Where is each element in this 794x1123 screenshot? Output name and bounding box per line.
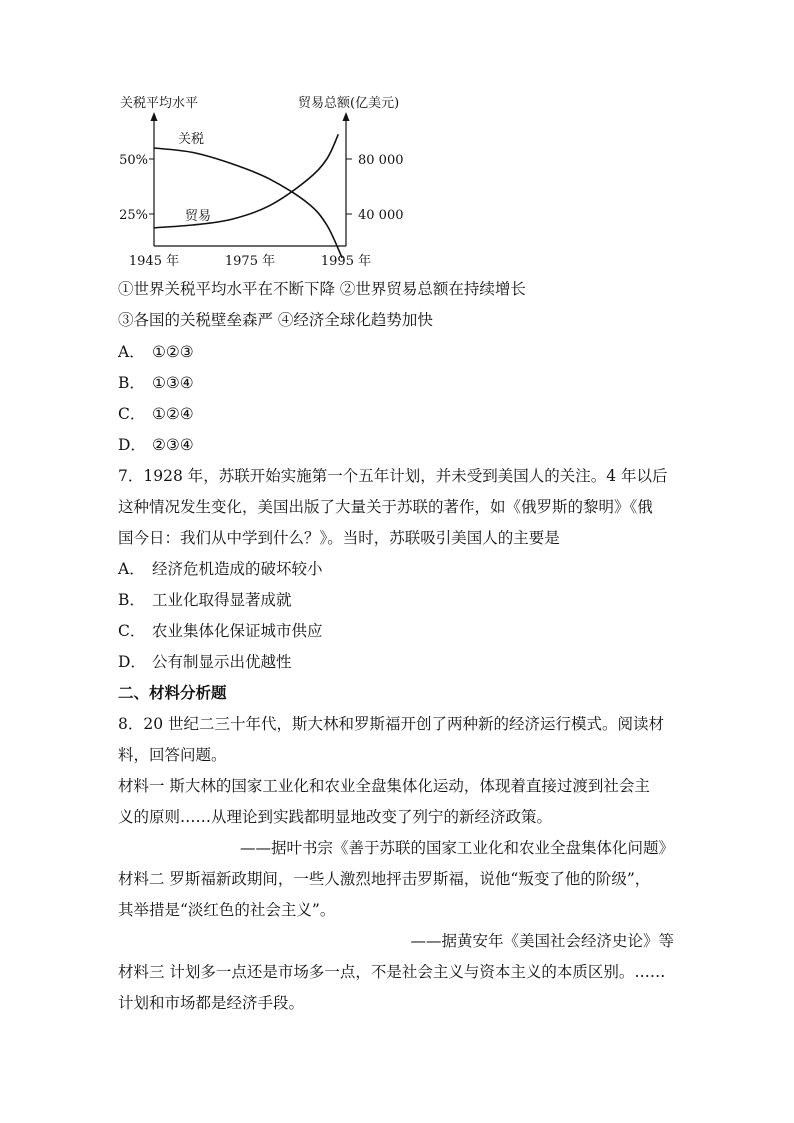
material-3-line-2: 计划和市场都是经济手段。 [118, 994, 305, 1012]
trade-series-line [154, 134, 338, 228]
option-text: 工业化取得显著成就 [152, 591, 292, 609]
left-tick-label-50: 50% [119, 153, 148, 168]
material-2-source: ——据黄安年《美国社会经济史论》等 [410, 932, 674, 950]
q6-option-d [118, 435, 194, 455]
option-text: ①②③ [152, 343, 194, 361]
option-text: 农业集体化保证城市供应 [152, 622, 323, 640]
q6-statements-line-1: ①世界关税平均水平在不断下降 ②世界贸易总额在持续增长 [118, 280, 526, 298]
x-tick-label-1995: 1995 年 [320, 254, 372, 269]
option-letter: D． [118, 436, 146, 454]
option-text: 经济危机造成的破坏较小 [152, 560, 323, 578]
q7-option-a [118, 559, 323, 579]
left-axis-arrow [151, 112, 158, 121]
tariff-trade-chart [112, 88, 412, 273]
q6-option-b [118, 373, 194, 393]
q7-stem-line-3: 国今日：我们从中学到什么？》。当时，苏联吸引美国人的主要是 [118, 529, 560, 547]
q6-option-a [118, 342, 194, 362]
section-heading: 二、材料分析题 [118, 684, 227, 702]
q6-statements-line-2: ③各国的关税壁垒森严 ④经济全球化趋势加快 [118, 311, 433, 329]
material-1-line-1: 材料一 斯大林的国家工业化和农业全盘集体化运动，体现着直接过渡到社会主 [118, 777, 650, 795]
right-tick-label-40000: 40 000 [358, 208, 404, 223]
q8-stem-line-1: 8．20 世纪二三十年代，斯大林和罗斯福开创了两种新的经济运行模式。阅读材 [118, 715, 665, 733]
material-3-line-1: 材料三 计划多一点还是市场多一点，不是社会主义与资本主义的本质区别。…… [118, 963, 666, 981]
option-letter: D． [118, 653, 146, 671]
q7-stem-line-1: 7．1928 年，苏联开始实施第一个五年计划，并未受到美国人的关注。4 年以后 [118, 467, 668, 485]
q7-option-b [118, 590, 292, 610]
option-letter: B． [118, 591, 145, 609]
material-1-source: ——据叶书宗《善于苏联的国家工业化和农业全盘集体化问题》 [239, 839, 674, 857]
right-axis-arrow [343, 112, 350, 121]
material-2-line-2: 其举措是“淡红色的社会主义”。 [118, 901, 336, 919]
material-2-line-1: 材料二 罗斯福新政期间，一些人激烈地抨击罗斯福，说他“叛变了他的阶级”， [118, 870, 651, 888]
q7-stem-line-2: 这种情况发生变化，美国出版了大量关于苏联的著作，如《俄罗斯的黎明》《俄 [118, 498, 653, 516]
option-letter: A． [118, 560, 145, 578]
option-text: ②③④ [152, 436, 194, 454]
q7-option-c [118, 621, 323, 641]
trade-series-label: 贸易 [185, 209, 212, 224]
option-letter: C． [118, 622, 146, 640]
q7-option-d [118, 652, 292, 672]
option-letter: B． [118, 374, 145, 392]
option-text: ①③④ [152, 374, 194, 392]
tariff-series-label: 关税 [178, 132, 205, 147]
x-tick-label-1945: 1945 年 [128, 254, 180, 269]
option-letter: A． [118, 343, 145, 361]
left-tick-label-25: 25% [119, 208, 148, 223]
x-tick-label-1975: 1975 年 [224, 254, 276, 269]
option-text: ①②④ [152, 405, 194, 423]
option-text: 公有制显示出优越性 [152, 653, 292, 671]
material-1-line-2: 义的原则……从理论到实践都明显地改变了列宁的新经济政策。 [118, 808, 553, 826]
option-letter: C． [118, 405, 146, 423]
left-axis-label: 关税平均水平 [120, 96, 199, 111]
right-axis-label: 贸易总额(亿美元) [298, 96, 400, 111]
right-tick-label-80000: 80 000 [358, 153, 404, 168]
q6-option-c [118, 404, 194, 424]
q8-stem-line-2: 料，回答问题。 [118, 746, 227, 764]
tariff-series-line [154, 148, 342, 258]
